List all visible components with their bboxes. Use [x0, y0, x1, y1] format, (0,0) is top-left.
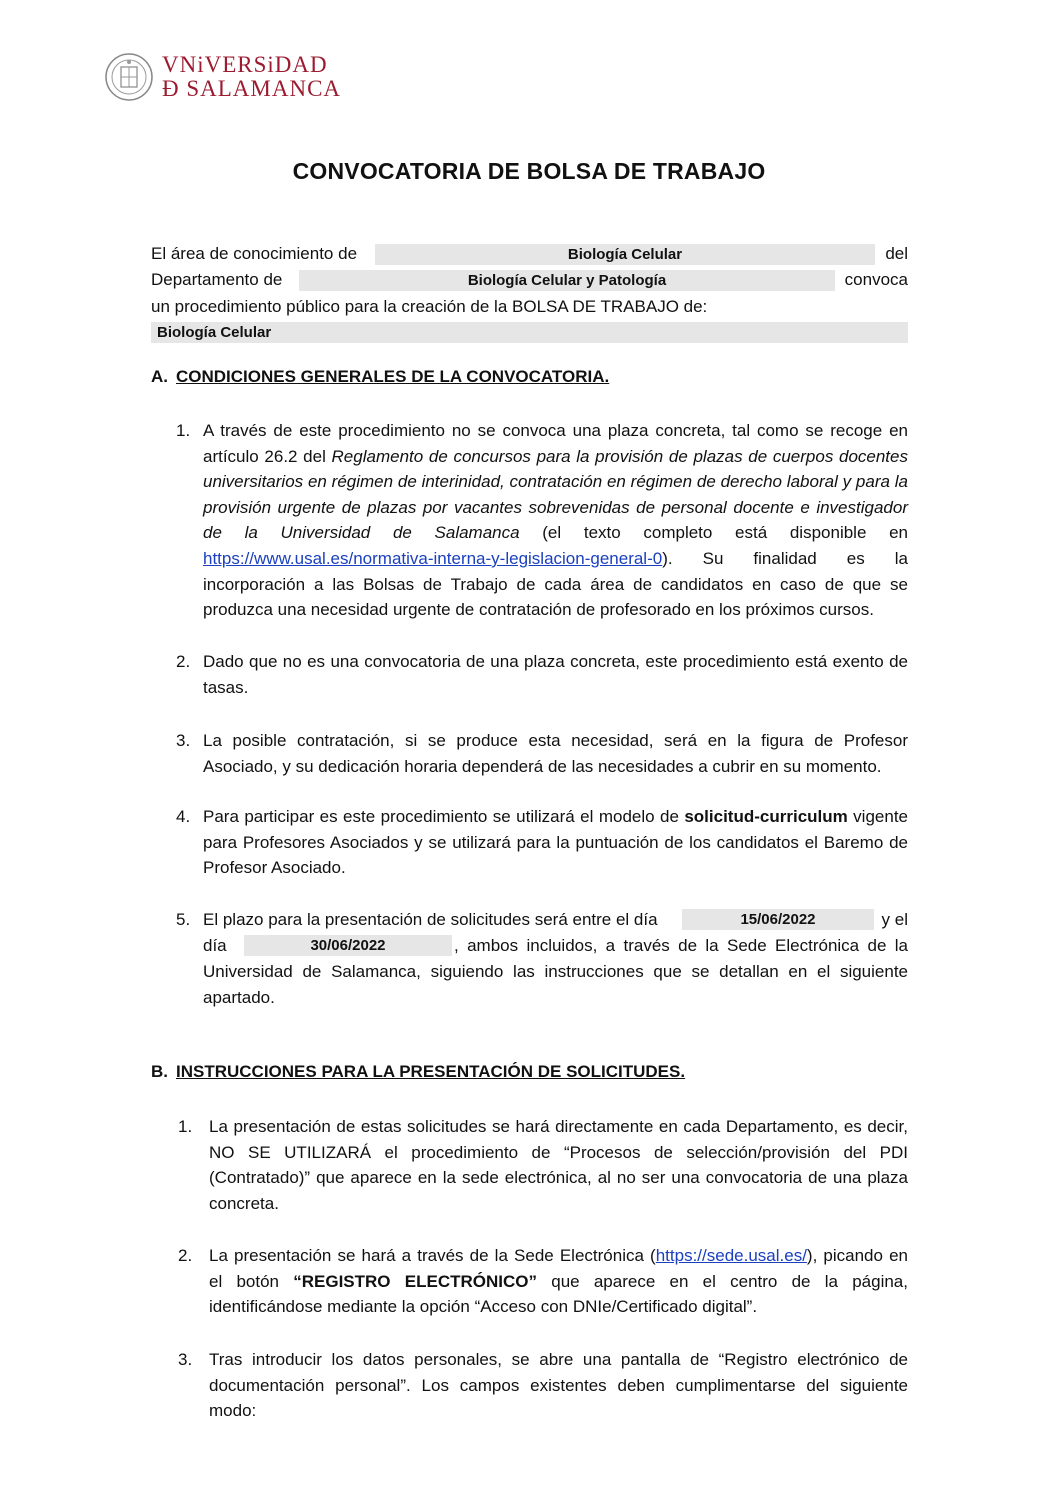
section-b-heading [151, 1062, 685, 1082]
item-text: Universidad de Salamanca, siguiendo las instrucciones que se detallan en el siguiente [203, 962, 908, 981]
list-item-a4 [176, 804, 908, 881]
intro-block [151, 241, 908, 351]
list-item-b3 [176, 1347, 908, 1424]
list-number: 3. [176, 731, 191, 750]
item-text: ). Su finalidad es la incorporación a las Bolsas de Trabajo de cada área de candidatos en caso de que se produzca una necesidad urgente de contratación de profesorado en los próximos cursos. [203, 548, 908, 620]
section-a-heading [151, 367, 609, 387]
university-logo [104, 52, 341, 102]
intro-line-1-post: del [885, 244, 908, 263]
logo-line-1: VNiVERSiDAD [162, 52, 328, 77]
list-number: 2. [176, 652, 191, 671]
list-number: 5. [176, 910, 191, 929]
bolsa-field[interactable]: Biología Celular [151, 322, 908, 343]
item-text: vigente para Profesores Asociados y se utilizará para la puntuación de los candidatos el Baremo de Profesor Asociado. [203, 807, 909, 878]
section-a-title: CONDICIONES GENERALES DE LA CONVOCATORIA. [176, 367, 610, 386]
list-item-b2 [176, 1243, 908, 1320]
item-text: La presentación se hará a través de la Sede Electrónica ( [209, 1246, 656, 1265]
item-text: La posible contratación, si se produce esta necesidad, será en la figura de Profesor Asociado, y su dedicación horaria dependerá de las necesidades a cubrir en su momento. [203, 731, 908, 776]
normativa-link[interactable]: https://www.usal.es/normativa-interna-y-legislacion-general-0 [203, 548, 663, 568]
list-item-a3 [176, 728, 908, 779]
list-number: 1. [176, 421, 191, 440]
list-item-a1 [176, 418, 908, 623]
fecha-fin-field[interactable]: 30/06/2022 [244, 935, 452, 956]
item-text: , ambos incluidos, a través de la Sede Electrónica de la [454, 936, 908, 955]
item-text: La presentación de estas solicitudes se hará directamente en cada Departamento, es decir, NO SE UTILIZARÁ el procedimiento de “Procesos de selección/provisión del PDI (Contratado)” que aparece en la sede electrónica, al no ser una convocatoria de una plaza concreta. [209, 1117, 908, 1213]
page-title: CONVOCATORIA DE BOLSA DE TRABAJO [292, 158, 766, 184]
list-number: 4. [176, 807, 191, 826]
intro-line-1-pre: El área de conocimiento de [151, 244, 358, 263]
list-number: 1. [178, 1117, 193, 1136]
section-b-title: INSTRUCCIONES PARA LA PRESENTACIÓN DE SOLICITUDES. [176, 1062, 686, 1081]
item-text: A través de este procedimiento no se convoca una plaza concreta, tal como se recoge en artículo 26.2 del [203, 421, 908, 466]
logo-line-2: Ð SALAMANCA [162, 76, 342, 101]
reglamento-title: Reglamento de concursos para la provisión de plazas de cuerpos docentes universitarios en régimen de interinidad, contratación en régimen de derecho laboral y para la provisión urgente de plazas por vacantes sobrevenidas de personal docente e investigador de la Universidad de Salamanca [203, 446, 908, 543]
item-text: Tras introducir los datos personales, se abre una pantalla de “Registro electrónico de documentación personal”. Los campos existentes deben cumplimentarse del siguiente modo: [209, 1350, 908, 1421]
intro-line-3: un procedimiento público para la creación de la BOLSA DE TRABAJO de: [151, 297, 708, 316]
item-text: ), picando en el botón [209, 1246, 908, 1291]
item-text: (el texto completo está disponible en [519, 523, 908, 543]
item-text: Dado que no es una convocatoria de una plaza concreta, este procedimiento está exento de tasas. [203, 652, 908, 697]
solicitud-curriculum-term: solicitud-curriculum [684, 807, 848, 826]
item-text: día [203, 936, 227, 955]
registro-electronico-term: “REGISTRO ELECTRÓNICO” [293, 1271, 537, 1291]
area-field[interactable]: Biología Celular [375, 244, 875, 265]
departamento-field[interactable]: Biología Celular y Patología [299, 270, 835, 291]
list-item-a2 [176, 649, 908, 700]
list-number: 2. [178, 1246, 193, 1265]
section-a-letter: A. [151, 367, 168, 386]
list-item-b1 [176, 1114, 908, 1216]
university-seal-icon [104, 52, 154, 102]
item-text: y el [881, 910, 908, 929]
item-text: Para participar es este procedimiento se utilizará el modelo de [203, 807, 685, 826]
item-text: apartado. [203, 988, 275, 1007]
sede-link[interactable]: https://sede.usal.es/ [655, 1246, 807, 1265]
list-number: 3. [178, 1350, 193, 1369]
intro-line-2-post: convoca [844, 270, 908, 289]
fecha-inicio-field[interactable]: 15/06/2022 [682, 909, 874, 930]
list-item-a5 [176, 907, 908, 1017]
section-b-letter: B. [151, 1062, 168, 1081]
item-text: El plazo para la presentación de solicitudes será entre el día [203, 910, 658, 929]
item-text: que aparece en el centro de la página, identificándose mediante la opción “Acceso con DNIe/Certificado digital”. [209, 1271, 908, 1317]
intro-line-2-pre: Departamento de [151, 270, 283, 289]
